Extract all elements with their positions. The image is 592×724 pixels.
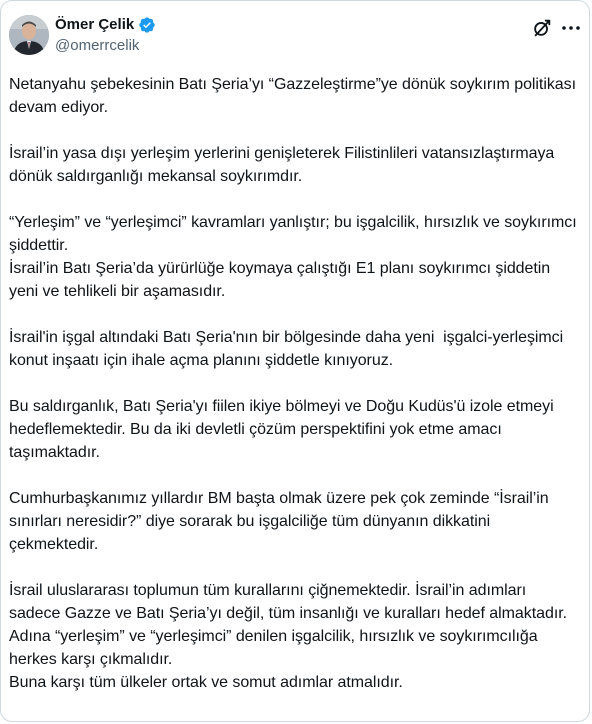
tweet-header [9,9,581,57]
display-name-row [55,15,156,35]
more-options-icon[interactable] [561,21,581,35]
author-handle[interactable]: @omerrcelik [55,37,140,54]
author-names [55,15,156,56]
display-name[interactable]: Ömer Çelik [55,16,135,33]
grok-icon[interactable] [531,17,553,39]
tweet-text: Netanyahu şebekesinin Batı Şeria’yı “Gazzeleştirme”ye dönük soykırım politikası devam ediyor. İsrail’in yasa dışı yerleşim yerlerini genişleterek Filistinlileri vatansızlaştırmaya dönük saldırganlığı mekansal soykırımdır. “Yerleşim” ve “yerleşimci” kavramları yanlıştır; bu işgalcilik, hırsızlık ve soykırımcı şiddettir. İsrail’in Batı Şeria’da yürürlüğe koymaya çalıştığı E1 planı soykırımcı şiddetin yeni ve tehlikeli bir aşamasıdır. İsrail'in işgal altındaki Batı Şeria'nın bir bölgesinde daha yeni işgalci-yerleşimci konut inşaatı için ihale açma planını şiddetle kınıyoruz. Bu saldırganlık, Batı Şeria'yı fiilen ikiye bölmeyi ve Doğu Kudüs'ü izole etmeyi hedeflemektedir. Bu da iki devletli çözüm perspektifini yok etme amacı taşımaktadır. Cumhurbaşkanımız yıllardır BM başta olmak üzere pek çok zeminde “İsrail’in sınırları neresidir?” diye sorarak bu işgalciliğe tüm dünyanın dikkatini çekmektedir. İsrail uluslararası toplumun tüm kurallarını çiğnemektedir. İsrail’in adımları sadece Gazze ve Batı Şeria’yı değil, tüm insanlığı ve kuralları hedef almaktadır. Adına “yerleşim” ve “yerleşimci” denilen işgalcilik, hırsızlık ve soykırımcılığa herkes karşı çıkmalıdır. Buna karşı tüm ülkeler ortak ve somut adımlar atmalıdır. [9,76,577,691]
verified-badge-icon [138,16,156,34]
avatar-image [9,15,49,55]
avatar[interactable] [9,15,49,55]
